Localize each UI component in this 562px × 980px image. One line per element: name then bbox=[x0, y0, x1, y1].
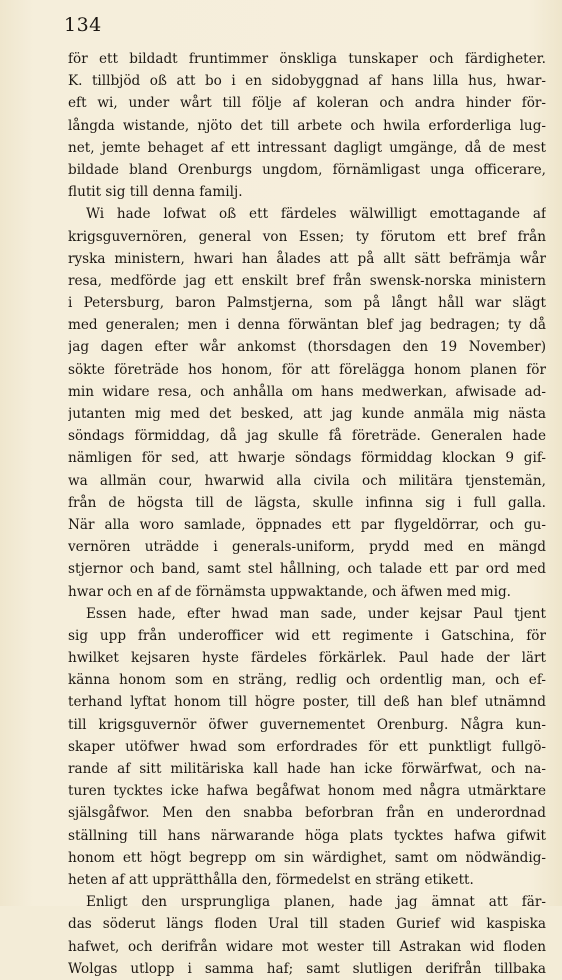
text-line: K. tillbjöd oß att bo i en sidobyggnad af hans lilla hus, hwar- bbox=[68, 73, 546, 90]
text-line: söndags förmiddag, då jag skulle få företräde. Generalen hade bbox=[68, 428, 546, 445]
text-line: för ett bildadt fruntimmer önskliga tunskaper och färdigheter. bbox=[68, 51, 546, 67]
text-line: Essen hade, efter hwad man sade, under kejsar Paul tjent bbox=[86, 605, 546, 622]
text-line: eft wi, under wårt till följe af koleran och andra hinder för- bbox=[68, 95, 546, 112]
text-line: i Petersburg, baron Palmstjerna, som på långt håll war slägt bbox=[68, 295, 546, 312]
text-line: ryska ministern, hwari han ålades att på allt sätt befrämja wår bbox=[68, 250, 546, 267]
text-line: sig upp från underofficer wid ett regimente i Gatschina, för bbox=[68, 627, 546, 644]
text-line: rande af sitt militäriska kall hade han icke förwärfwat, och na- bbox=[68, 761, 546, 777]
body-text bbox=[68, 48, 546, 980]
text-line: heten af att upprätthålla den, förmedelst en sträng etikett. bbox=[68, 871, 474, 888]
text-line: När alla woro samlade, öppnades ett par flygeldörrar, och gu- bbox=[68, 516, 546, 533]
text-line: wa allmän cour, hwarwid alla civila och militära tjenstemän, bbox=[68, 472, 546, 489]
text-line: terhand lyftat honom till högre poster, till deß han blef utnämnd bbox=[68, 694, 546, 711]
text-line: stjernor och band, samt stel hållning, och talade ett par ord med bbox=[68, 561, 546, 578]
text-line: känna honom som en sträng, redlig och ordentlig man, och ef- bbox=[68, 672, 546, 689]
text-line: bildade bland Orenburgs ungdom, förnämligast unga officerare, bbox=[68, 161, 546, 178]
text-line: långda wistande, njöto det till arbete och hwila erforderliga lug- bbox=[68, 117, 546, 134]
text-line: jag dagen efter wår ankomst (thorsdagen den 19 November) bbox=[68, 339, 546, 356]
text-line: själsgåfwor. Men den snabba beforbran från en underordnad bbox=[68, 805, 546, 822]
text-line: Wi hade lofwat oß ett färdeles wälwilligt emottagande af bbox=[86, 206, 546, 223]
text-line: das söderut längs floden Ural till staden Gurief wid kaspiska bbox=[68, 916, 546, 933]
text-line: till krigsguvernör öfwer guvernementet Orenburg. Några kun- bbox=[68, 716, 546, 733]
text-line: nämligen för sed, att hwarje söndags förmiddag klockan 9 gif- bbox=[68, 450, 546, 467]
text-line: hafwet, och derifrån widare mot wester till Astrakan wid floden bbox=[68, 938, 546, 955]
text-line: skaper utöfwer hwad som erfordrades för ett punktligt fullgö- bbox=[68, 738, 546, 755]
text-line: net, jemte behaget af ett intressant dagligt umgänge, då de mest bbox=[68, 139, 546, 156]
text-line: turen tycktes icke hafwa begåfwat honom med några utmärktare bbox=[68, 783, 546, 800]
text-line: min widare resa, och anhålla om hans medwerkan, afwisade ad- bbox=[68, 383, 546, 400]
text-line: med generalen; men i denna förwäntan blef jag bedragen; ty då bbox=[68, 317, 546, 334]
text-line: sökte företräde hos honom, för att förelägga honom planen för bbox=[68, 361, 546, 378]
text-line: ställning till hans närwarande höga plats tycktes hafwa gifwit bbox=[68, 827, 546, 844]
text-line: Wolgas utlopp i samma haf; samt slutligen derifrån tillbaka bbox=[68, 960, 546, 977]
text-line: jutanten mig med det besked, att jag kunde anmäla mig nästa bbox=[68, 406, 546, 422]
text-line: hwilket kejsaren hyste färdeles förkärlek. Paul hade der lärt bbox=[68, 650, 546, 667]
text-line: resa, medförde jag ett enskilt bref från swensk-norska ministern bbox=[68, 272, 546, 289]
text-line: vernören uträdde i generals-uniform, prydd med en mängd bbox=[68, 539, 546, 556]
text-line: från de högsta till de lägsta, skulle infinna sig i full galla. bbox=[68, 494, 546, 511]
text-line: hwar och en af de förnämsta uppwaktande, och äfwen med mig. bbox=[68, 583, 511, 600]
text-line: honom ett högt begrepp om sin wärdighet, samt om nödwändig- bbox=[68, 849, 546, 866]
page-number: 134 bbox=[64, 14, 102, 36]
text-line: Enligt den ursprungliga planen, hade jag ämnat att fär- bbox=[86, 894, 546, 911]
text-line: krigsguvernören, general von Essen; ty förutom ett bref från bbox=[68, 228, 546, 245]
text-line: flutit sig till denna familj. bbox=[68, 184, 243, 201]
